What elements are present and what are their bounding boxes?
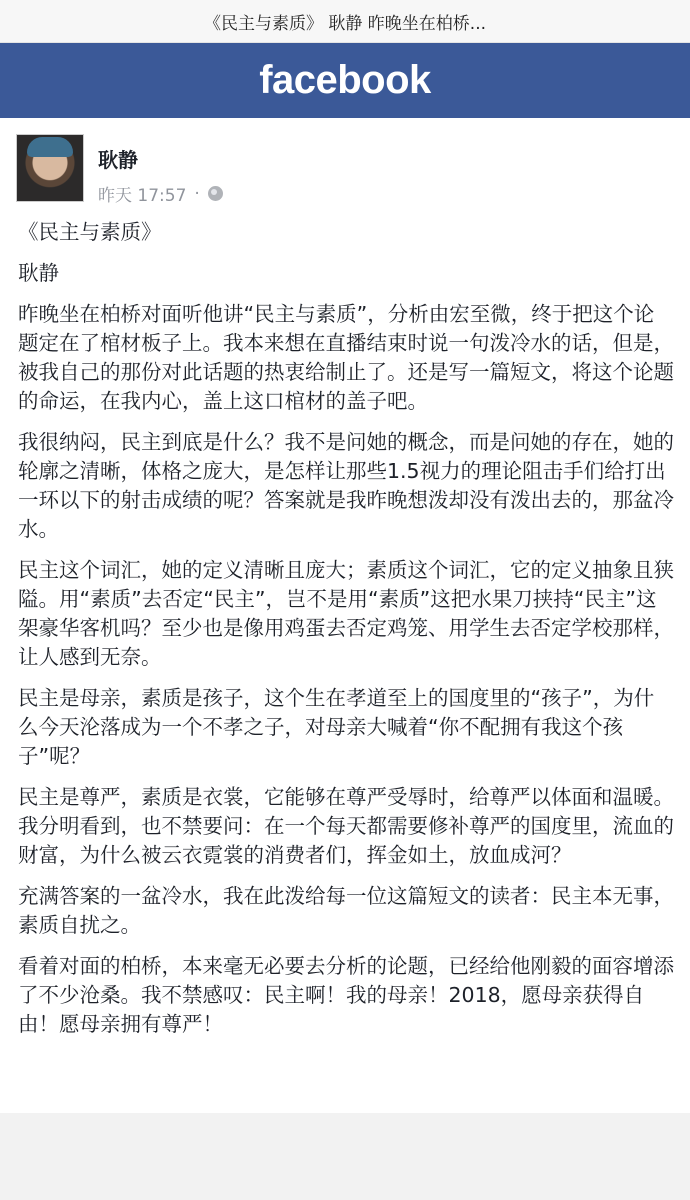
- author-meta: [98, 134, 223, 206]
- post-paragraph: 昨晚坐在柏桥对面听他讲“民主与素质”，分析由宏至微，终于把这个论题定在了棺材板子上。我本来想在直播结束时说一句泼冷水的话，但是，被我自己的那份对此话题的热衷给制止了。还是写一篇短文，将这个论题的命运，在我内心，盖上这口棺材的盖子吧。: [18, 302, 674, 413]
- facebook-logo[interactable]: facebook: [259, 58, 431, 102]
- post-paragraph: 充满答案的一盆冷水，我在此泼给每一位这篇短文的读者：民主本无事，素质自扰之。: [18, 884, 674, 937]
- avatar-hat-shape: [27, 137, 73, 157]
- post-paragraph: 我很纳闷，民主到底是什么？我不是问她的概念，而是问她的存在，她的轮廓之清晰，体格之庞大，是怎样让那些1.5视力的理论阻击手们给打出一环以下的射击成绩的呢？答案就是我昨晚想泼却没有泼出去的，那盆冷水。: [18, 430, 674, 541]
- post-author-row: [16, 134, 223, 206]
- post-title: 《民主与素质》: [18, 220, 162, 244]
- post-paragraph: 民主是尊严，素质是衣裳，它能够在尊严受辱时，给尊严以体面和温暖。我分明看到，也不禁要问：在一个每天都需要修补尊严的国度里，流血的财富，为什么被云衣霓裳的消费者们，挥金如土，放血成河？: [18, 785, 674, 867]
- globe-icon: [208, 186, 223, 201]
- facebook-header: [0, 43, 690, 118]
- post-timestamp[interactable]: 昨天 17:57: [98, 186, 187, 206]
- post-body: [18, 218, 674, 1051]
- post-paragraph: 民主是母亲，素质是孩子，这个生在孝道至上的国度里的“孩子”，为什么今天沦落成为一个不孝之子，对母亲大喊着“你不配拥有我这个孩子”呢？: [18, 686, 655, 768]
- post-time-row: [98, 181, 223, 206]
- meta-separator: ·: [194, 183, 200, 204]
- author-name[interactable]: 耿静: [98, 148, 138, 172]
- post-byline: 耿静: [18, 261, 59, 285]
- browser-title-bar: [0, 0, 690, 43]
- page-title: 《民主与素质》 耿静 昨晚坐在柏桥...: [203, 13, 487, 34]
- avatar[interactable]: [16, 134, 84, 202]
- post-paragraph: 民主这个词汇，她的定义清晰且庞大；素质这个词汇，它的定义抽象且狭隘。用“素质”去否定“民主”，岂不是用“素质”这把水果刀挟持“民主”这架豪华客机吗？至少也是像用鸡蛋去否定鸡笼、用学生去否定学校那样，让人感到无奈。: [18, 558, 674, 669]
- post-card: [0, 118, 690, 1113]
- page-bottom-blank: [0, 1113, 690, 1200]
- post-paragraph: 看着对面的柏桥，本来毫无必要去分析的论题，已经给他刚毅的面容增添了不少沧桑。我不禁感叹：民主啊！我的母亲！2018，愿母亲获得自由！愿母亲拥有尊严！: [18, 954, 674, 1036]
